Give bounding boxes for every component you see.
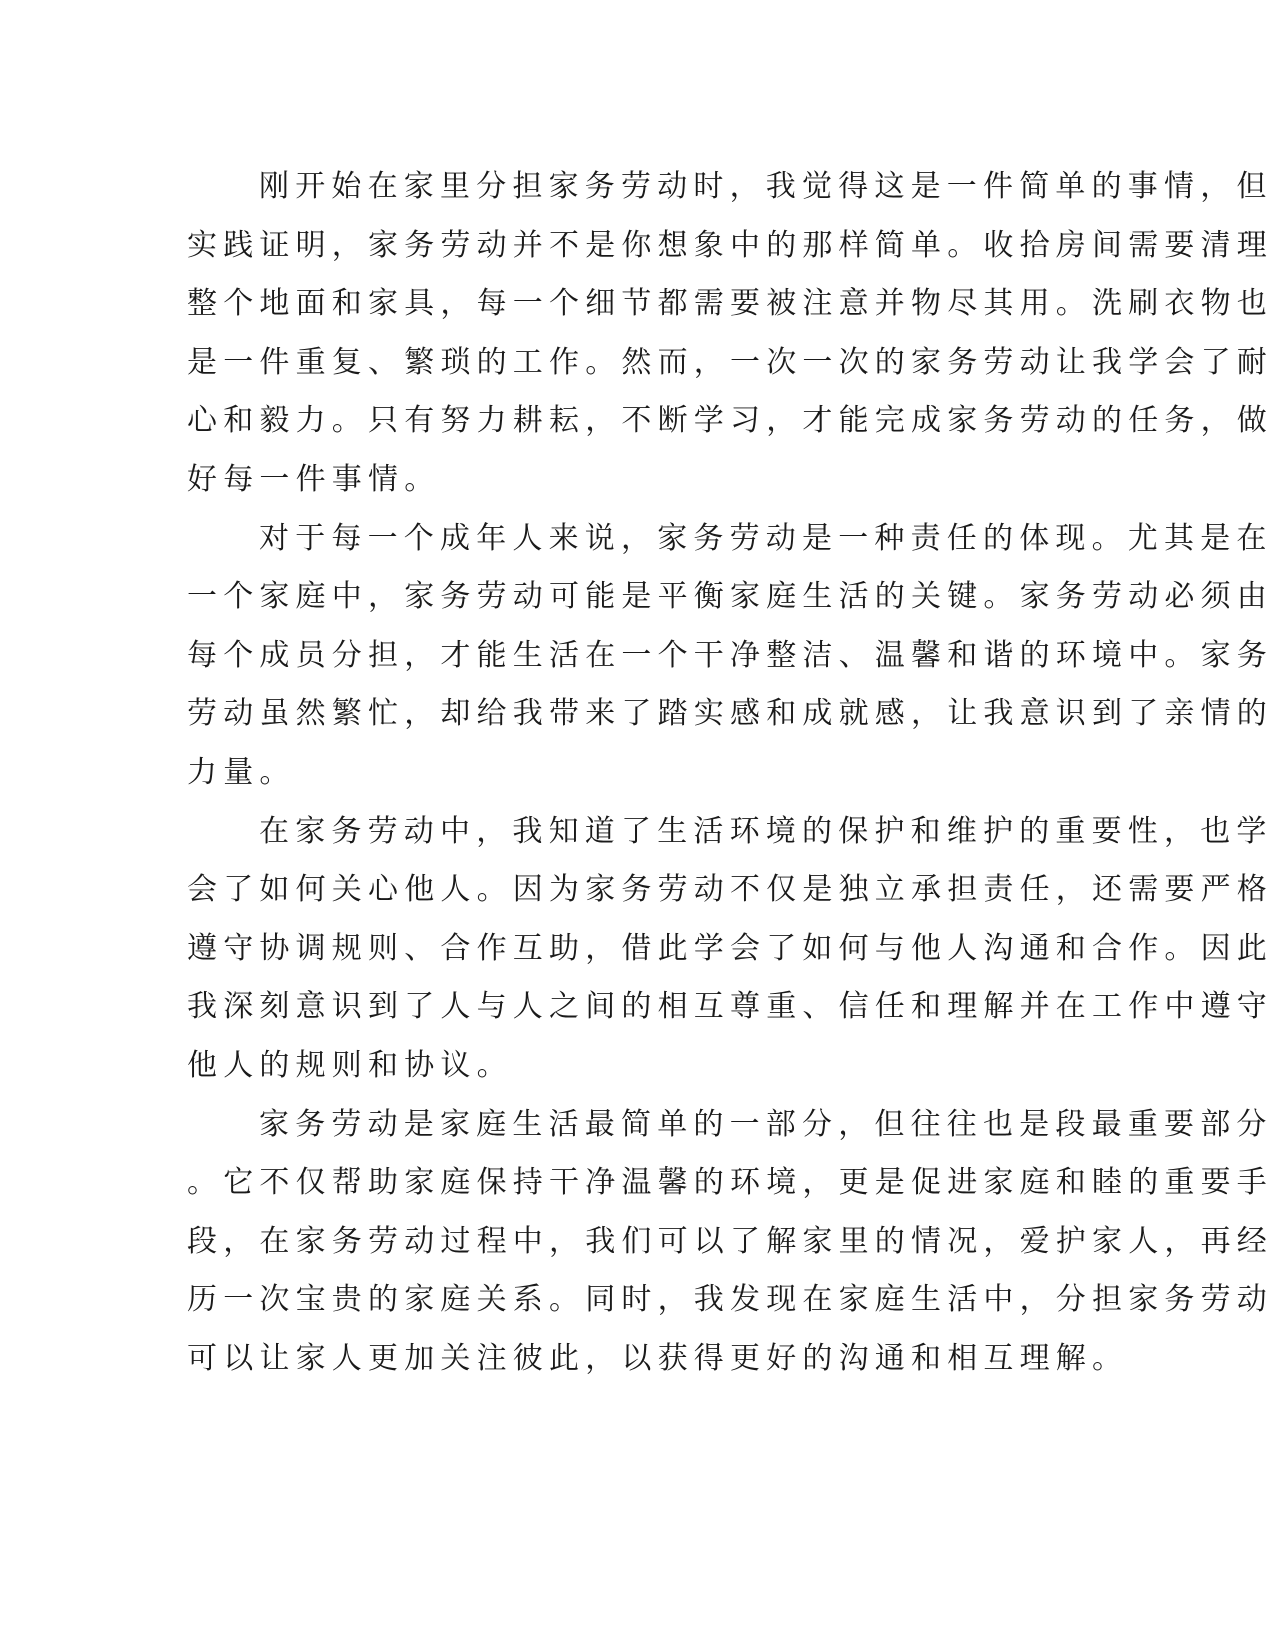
text-line: 历一次宝贵的家庭关系。同时，我发现在家庭生活中，分担家务劳动: [187, 1282, 1273, 1318]
text-line: 刚开始在家里分担家务劳动时，我觉得这是一件简单的事情，但: [259, 169, 1273, 204]
text-line: 每个成员分担，才能生活在一个干净整洁、温馨和谐的环境中。家务: [187, 637, 1273, 673]
text-line: 劳动虽然繁忙，却给我带来了踏实感和成就感，让我意识到了亲情的: [187, 696, 1273, 732]
text-line: 在家务劳动中，我知道了生活环境的保护和维护的重要性，也学: [259, 813, 1273, 849]
text-line: 段，在家务劳动过程中，我们可以了解家里的情况，爱护家人，再经: [187, 1223, 1273, 1259]
text-line: 可以让家人更加关注彼此，以获得更好的沟通和相互理解。: [187, 1340, 1129, 1376]
text-line: 是一件重复、繁琐的工作。然而，一次一次的家务劳动让我学会了耐: [187, 344, 1273, 380]
text-line: 遵守协调规则、合作互助，借此学会了如何与他人沟通和合作。因此: [187, 930, 1273, 966]
text-line: 整个地面和家具，每一个细节都需要被注意并物尽其用。洗刷衣物也: [187, 286, 1273, 322]
text-line: 。它不仅帮助家庭保持干净温馨的环境，更是促进家庭和睦的重要手: [187, 1165, 1273, 1201]
text-line: 实践证明，家务劳动并不是你想象中的那样简单。收拾房间需要清理: [187, 227, 1273, 263]
paragraph-4: [187, 1096, 1273, 1389]
paragraph-1: [187, 158, 1273, 510]
text-line: 他人的规则和协议。: [187, 1047, 513, 1083]
paragraph-2: [187, 510, 1273, 803]
text-line: 一个家庭中，家务劳动可能是平衡家庭生活的关键。家务劳动必须由: [187, 579, 1273, 615]
text-line: 力量。: [187, 754, 296, 790]
text-line: 会了如何关心他人。因为家务劳动不仅是独立承担责任，还需要严格: [187, 872, 1273, 908]
text-line: 家务劳动是家庭生活最简单的一部分，但往往也是段最重要部分: [259, 1106, 1273, 1142]
text-line: 我深刻意识到了人与人之间的相互尊重、信任和理解并在工作中遵守: [187, 989, 1273, 1025]
text-line: 对于每一个成年人来说，家务劳动是一种责任的体现。尤其是在: [259, 520, 1273, 556]
text-line: 心和毅力。只有努力耕耘，不断学习，才能完成家务劳动的任务，做: [187, 403, 1273, 439]
text-line: 好每一件事情。: [187, 461, 441, 497]
paragraph-3: [187, 803, 1273, 1096]
document-body: [187, 158, 1273, 1388]
